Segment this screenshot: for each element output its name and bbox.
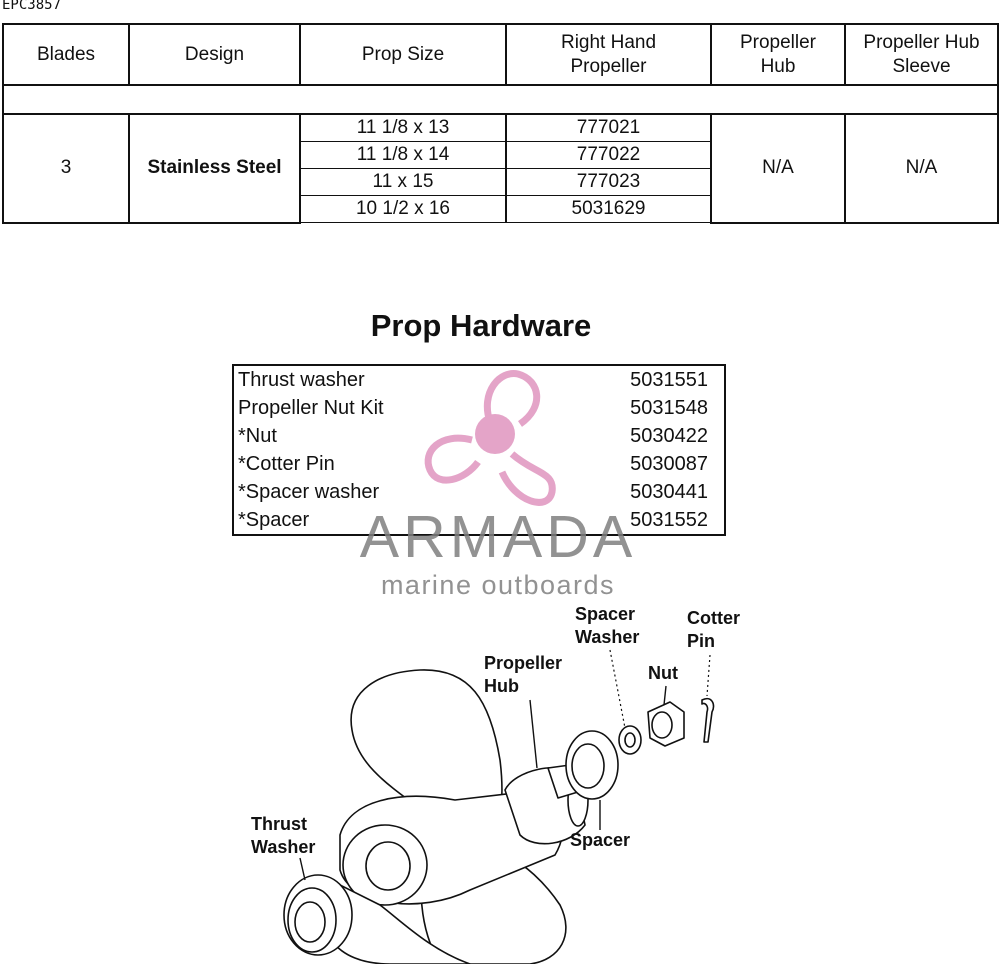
label-thrust-washer-line2: Washer — [251, 837, 316, 857]
label-thrust-washer-line1: Thrust — [251, 814, 307, 834]
label-cotter-pin-line1: Cotter — [687, 608, 740, 628]
hardware-name: Propeller Nut Kit — [238, 397, 384, 419]
document-code: EPC3857 — [2, 0, 62, 13]
header-right-hand-line1: Right Hand — [560, 31, 657, 53]
label-propeller-hub-line1: Propeller — [484, 653, 563, 673]
hardware-part: 5030422 — [630, 425, 708, 447]
header-right-hand-line2: Propeller — [570, 55, 647, 77]
label-cotter-pin — [687, 607, 740, 653]
hardware-part: 5031548 — [630, 397, 708, 419]
hardware-name: *Spacer washer — [238, 481, 380, 503]
label-propeller-hub — [484, 652, 562, 698]
label-spacer: Spacer — [570, 830, 631, 850]
cell-prop-size: 11 x 15 — [300, 169, 506, 196]
cell-part-number: 777022 — [506, 142, 711, 169]
hardware-part: 5031551 — [630, 369, 708, 391]
label-nut: Nut — [648, 663, 678, 683]
cell-prop-size: 10 1/2 x 16 — [300, 196, 506, 223]
cell-part-number: 777021 — [506, 114, 711, 142]
hardware-part: 5030441 — [630, 481, 708, 503]
header-sleeve-line1: Propeller Hub — [863, 31, 980, 53]
header-blades: Blades — [3, 24, 129, 85]
hardware-name: Thrust washer — [238, 369, 365, 391]
cell-part-number: 777023 — [506, 169, 711, 196]
hardware-part: 5031552 — [630, 509, 708, 531]
label-spacer-washer — [575, 603, 639, 649]
cell-hub: N/A — [711, 114, 845, 223]
hardware-name: *Nut — [238, 425, 277, 447]
header-hub-line1: Propeller — [739, 31, 817, 53]
header-prop-size: Prop Size — [300, 24, 506, 85]
prop-hardware-title: Prop Hardware — [370, 308, 592, 343]
label-spacer-washer-line2: Washer — [575, 627, 640, 647]
header-sleeve-line2: Sleeve — [892, 55, 951, 77]
label-propeller-hub-line2: Hub — [484, 676, 519, 696]
label-spacer-washer-line1: Spacer — [575, 604, 636, 624]
label-cotter-pin-line2: Pin — [687, 631, 716, 651]
cell-prop-size: 11 1/8 x 14 — [300, 142, 506, 169]
watermark-tagline: marine outboards — [380, 570, 616, 600]
cell-sleeve: N/A — [845, 114, 998, 223]
cell-prop-size: 11 1/8 x 13 — [300, 114, 506, 142]
watermark-brand: ARMADA — [359, 504, 637, 570]
cell-design: Stainless Steel — [129, 114, 300, 223]
hardware-part: 5030087 — [630, 453, 708, 475]
hardware-name: *Cotter Pin — [238, 453, 335, 475]
cell-part-number: 5031629 — [506, 196, 711, 223]
hardware-name: *Spacer — [238, 509, 310, 531]
cell-blades: 3 — [3, 114, 129, 223]
header-hub-line2: Hub — [760, 55, 796, 77]
header-design: Design — [129, 24, 300, 85]
label-thrust-washer — [251, 813, 315, 859]
